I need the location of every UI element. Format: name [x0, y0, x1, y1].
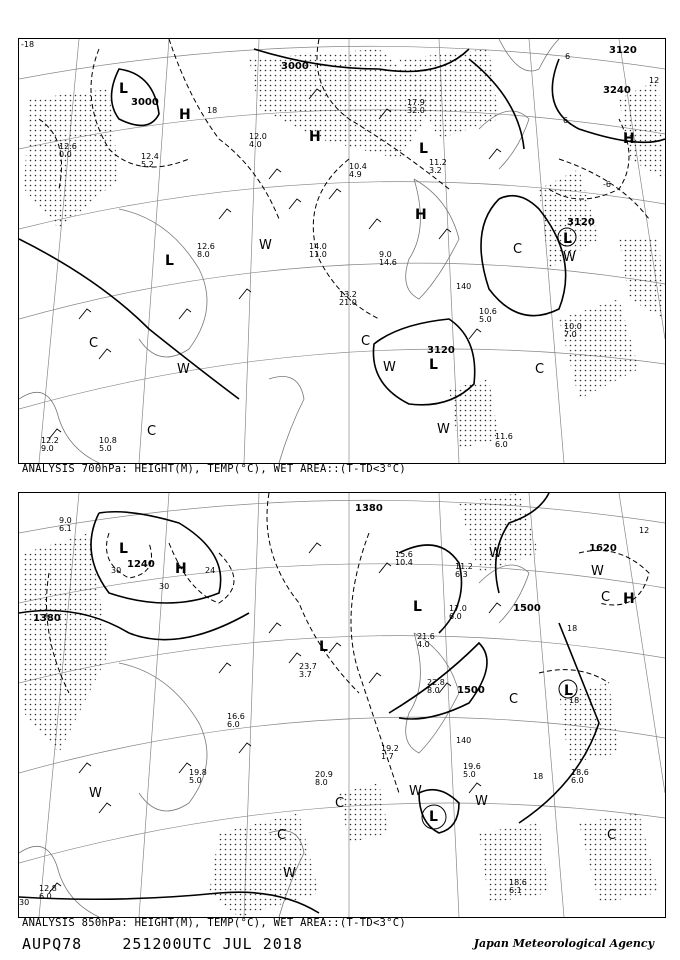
- contour-label: 1240: [127, 559, 155, 570]
- map-panel-700hpa: [18, 38, 666, 464]
- chart-caption-700hpa: ANALYSIS 700hPa: HEIGHT(M), TEMP(°C), WET AREA::(T-TD<3°C): [22, 463, 407, 475]
- svg-text:11.2: 11.2: [429, 158, 447, 167]
- wet-areas: [24, 49, 665, 449]
- low-center: L: [429, 809, 438, 825]
- warm-marker: W: [409, 784, 422, 799]
- station-plot: [571, 768, 589, 785]
- svg-text:5.0: 5.0: [463, 770, 476, 779]
- contour-label: 1380: [355, 503, 383, 514]
- station-plot: [197, 242, 215, 259]
- warm-marker: W: [283, 866, 296, 881]
- contour-label: 3120: [427, 345, 455, 356]
- map-700hpa-graphic: [19, 39, 665, 463]
- cold-marker: C: [361, 334, 371, 349]
- svg-text:20.9: 20.9: [315, 770, 333, 779]
- cold-marker: C: [535, 362, 545, 377]
- isotherm-label: -6: [603, 180, 611, 189]
- svg-text:9.0: 9.0: [41, 444, 54, 453]
- cold-marker: C: [509, 692, 519, 707]
- svg-text:10.6: 10.6: [479, 307, 497, 316]
- svg-text:15.6: 15.6: [395, 550, 413, 559]
- station-plot: [479, 307, 497, 324]
- warm-marker: W: [437, 422, 450, 437]
- contour-label: 3240: [603, 85, 631, 96]
- high-center: H: [175, 561, 187, 577]
- svg-text:4.9: 4.9: [349, 170, 362, 179]
- station-plot: [349, 162, 367, 179]
- isotherm-label: -18: [21, 40, 35, 49]
- warm-marker: W: [259, 238, 272, 253]
- svg-text:6.0: 6.0: [449, 612, 462, 621]
- contour-label: 3120: [567, 217, 595, 228]
- cold-marker: C: [601, 590, 611, 605]
- svg-text:14.0: 14.0: [309, 242, 327, 251]
- wind-barbs: [49, 89, 501, 439]
- warm-marker: W: [475, 794, 488, 809]
- svg-text:9.0: 9.0: [59, 516, 72, 525]
- warm-marker: W: [177, 362, 190, 377]
- low-center: L: [413, 599, 422, 615]
- svg-text:3.7: 3.7: [299, 670, 312, 679]
- longitude-label: 140: [456, 282, 472, 291]
- station-plot: [99, 436, 117, 453]
- contour-label: 3000: [281, 61, 309, 72]
- svg-text:3.2: 3.2: [429, 166, 442, 175]
- high-center: H: [623, 591, 635, 607]
- svg-text:7.0: 7.0: [564, 330, 577, 339]
- cold-marker: C: [607, 828, 617, 843]
- svg-text:17.9: 17.9: [407, 98, 425, 107]
- low-center: L: [319, 639, 328, 655]
- svg-text:11.0: 11.0: [309, 250, 327, 259]
- svg-text:6.0: 6.0: [495, 440, 508, 449]
- high-center: H: [415, 207, 427, 223]
- cold-marker: C: [513, 242, 523, 257]
- cold-marker: C: [89, 336, 99, 351]
- svg-text:22.8: 22.8: [427, 678, 445, 687]
- svg-text:6.3: 6.3: [455, 570, 468, 579]
- svg-text:4.0: 4.0: [249, 140, 262, 149]
- contour-label: 1620: [589, 543, 617, 554]
- low-center: L: [563, 231, 572, 247]
- svg-text:10.4: 10.4: [395, 558, 413, 567]
- low-center: L: [119, 81, 128, 97]
- cold-marker: C: [277, 828, 287, 843]
- station-plot: [379, 250, 397, 267]
- svg-text:6.1: 6.1: [509, 886, 522, 895]
- warm-marker: W: [591, 564, 604, 579]
- station-plot: [429, 158, 447, 175]
- station-plot: [427, 678, 445, 695]
- svg-text:21.6: 21.6: [417, 632, 435, 641]
- map-panel-850hpa: [18, 492, 666, 918]
- svg-text:19.2: 19.2: [381, 744, 399, 753]
- station-plot: [249, 132, 267, 149]
- svg-text:8.0: 8.0: [427, 686, 440, 695]
- svg-text:10.0: 10.0: [564, 322, 582, 331]
- isotherm-label: 6: [563, 116, 569, 125]
- svg-text:6.0: 6.0: [227, 720, 240, 729]
- isotherm-label: 6: [565, 52, 571, 61]
- svg-text:14.6: 14.6: [379, 258, 397, 267]
- low-center: L: [564, 683, 573, 699]
- svg-text:6.1: 6.1: [59, 524, 72, 533]
- isotherm-label: 18: [567, 624, 578, 633]
- isotherm-label: 18: [533, 772, 544, 781]
- svg-text:10.4: 10.4: [349, 162, 367, 171]
- isotherm-label: 18: [207, 106, 218, 115]
- svg-text:11.2: 11.2: [455, 562, 473, 571]
- station-plot: [463, 762, 481, 779]
- station-plot: [59, 516, 72, 533]
- map-850hpa-graphic: [19, 493, 665, 917]
- station-plot: [455, 562, 473, 579]
- chart-code: AUPQ78: [22, 935, 83, 953]
- svg-text:6.0: 6.0: [39, 892, 52, 901]
- valid-time: 251200UTC JUL 2018: [122, 935, 303, 953]
- svg-text:17.0: 17.0: [449, 604, 467, 613]
- station-plot: [339, 290, 357, 307]
- svg-text:12.8: 12.8: [39, 884, 57, 893]
- high-center: H: [309, 129, 321, 145]
- low-center: L: [419, 141, 428, 157]
- svg-text:18.6: 18.6: [571, 768, 589, 777]
- svg-text:12.6: 12.6: [197, 242, 215, 251]
- svg-text:19.6: 19.6: [463, 762, 481, 771]
- station-plot: [315, 770, 333, 787]
- svg-text:19.8: 19.8: [189, 768, 207, 777]
- svg-text:13.2: 13.2: [339, 290, 357, 299]
- svg-text:8.0: 8.0: [197, 250, 210, 259]
- svg-text:12.4: 12.4: [141, 152, 159, 161]
- high-center: H: [179, 107, 191, 123]
- svg-text:5.0: 5.0: [99, 444, 112, 453]
- cold-marker: C: [335, 796, 345, 811]
- svg-text:21.0: 21.0: [339, 298, 357, 307]
- svg-text:23.7: 23.7: [299, 662, 317, 671]
- isotherm-label: 30: [111, 566, 122, 575]
- station-plot: [395, 550, 413, 567]
- svg-text:12.6: 12.6: [59, 142, 77, 151]
- isotherm-label: 12: [639, 526, 650, 535]
- svg-text:18.6: 18.6: [509, 878, 527, 887]
- longitude-label: 140: [456, 736, 472, 745]
- warm-marker: W: [89, 786, 102, 801]
- warm-marker: W: [383, 360, 396, 375]
- agency-credit: Japan Meteorological Agency: [473, 937, 654, 950]
- cold-marker: C: [147, 424, 157, 439]
- warm-marker: W: [563, 250, 576, 265]
- station-plot: [495, 432, 513, 449]
- svg-text:16.6: 16.6: [227, 712, 245, 721]
- station-plot: [189, 768, 207, 785]
- station-plot: [449, 604, 467, 621]
- isotherm-labels: [19, 526, 649, 907]
- svg-text:10.8: 10.8: [99, 436, 117, 445]
- low-center: L: [119, 541, 128, 557]
- svg-text:5.2: 5.2: [141, 160, 154, 169]
- isotherm-label: 24: [205, 566, 216, 575]
- contour-label: 3000: [131, 97, 159, 108]
- isotherm-label: 30: [159, 582, 170, 591]
- contour-label: 1500: [457, 685, 485, 696]
- svg-text:8.0: 8.0: [315, 778, 328, 787]
- isotherm-label: 18: [569, 696, 580, 705]
- svg-text:32.0: 32.0: [407, 106, 425, 115]
- svg-text:11.6: 11.6: [495, 432, 513, 441]
- svg-text:5.0: 5.0: [189, 776, 202, 785]
- svg-text:12.2: 12.2: [41, 436, 59, 445]
- station-plot: [381, 744, 399, 761]
- isotherm-label: 30: [19, 898, 30, 907]
- chart-caption-850hpa: ANALYSIS 850hPa: HEIGHT(M), TEMP(°C), WET AREA::(T-TD<3°C): [22, 917, 407, 929]
- svg-text:5.0: 5.0: [479, 315, 492, 324]
- svg-text:0.0: 0.0: [59, 150, 72, 159]
- svg-text:6.0: 6.0: [571, 776, 584, 785]
- station-plot: [309, 242, 327, 259]
- station-plot: [227, 712, 245, 729]
- warm-marker: W: [489, 546, 502, 561]
- svg-text:1.7: 1.7: [381, 752, 394, 761]
- low-center: L: [429, 357, 438, 373]
- contour-label: 1380: [33, 613, 61, 624]
- station-plot: [299, 662, 317, 679]
- isotherms: [47, 493, 650, 793]
- station-plot: [407, 98, 425, 115]
- svg-text:9.0: 9.0: [379, 250, 392, 259]
- contour-label: 1500: [513, 603, 541, 614]
- isotherm-label: 12: [649, 76, 660, 85]
- svg-text:4.0: 4.0: [417, 640, 430, 649]
- chart-header: [22, 935, 303, 953]
- svg-text:12.0: 12.0: [249, 132, 267, 141]
- contour-label: 3120: [609, 45, 637, 56]
- high-center: H: [623, 131, 635, 147]
- low-center: L: [165, 253, 174, 269]
